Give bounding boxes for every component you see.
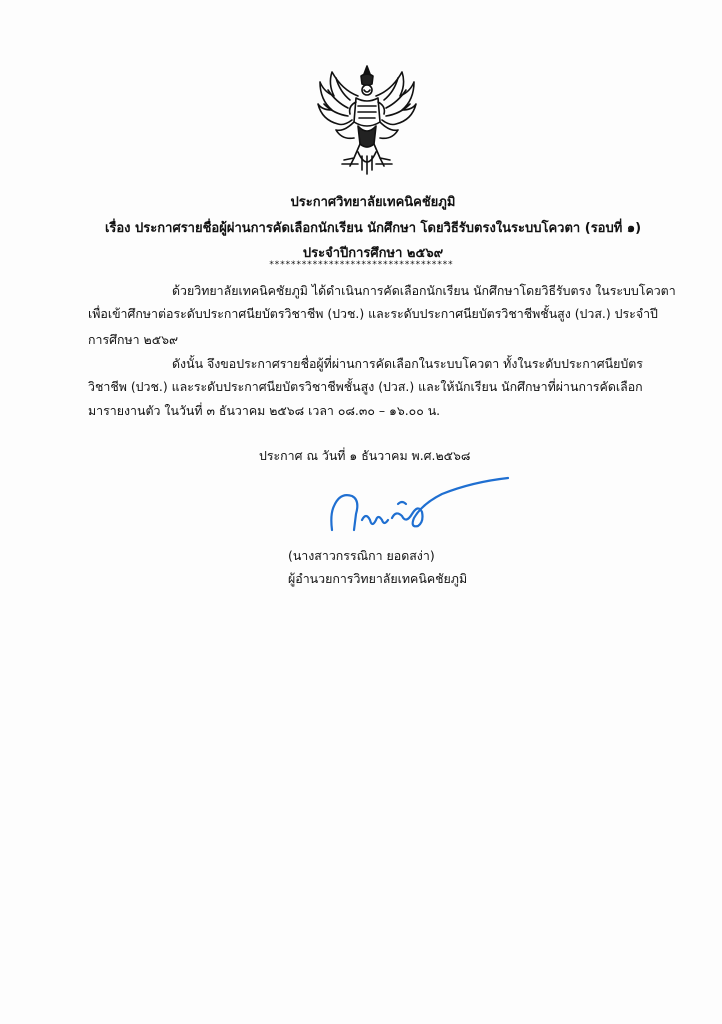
separator-stars: ********************************** (268, 260, 454, 270)
handwritten-signature (322, 474, 512, 538)
paragraph-2-line-3: มารายงานตัว ในวันที่ ๓ ธันวาคม ๒๕๖๘ เวลา ๐๘.๓๐ – ๑๖.๐๐ น. (88, 403, 441, 418)
signatory-position: ผู้อำนวยการวิทยาลัยเทคนิคชัยภูมิ (288, 571, 468, 586)
paragraph-1-line-1: ด้วยวิทยาลัยเทคนิคชัยภูมิ ได้ดำเนินการคัดเลือกนักเรียน นักศึกษาโดยวิธีรับตรง ในระบบโควตา (172, 283, 676, 298)
signatory-name: (นางสาวกรรณิกา ยอดสง่า) (288, 548, 435, 563)
announcement-subject: เรื่อง ประกาศรายชื่อผู้ผ่านการคัดเลือกนักเรียน นักศึกษา โดยวิธีรับตรงในระบบโควตา (รอบที่ ๑) (104, 221, 642, 236)
announcement-title: ประกาศวิทยาลัยเทคนิคชัยภูมิ (290, 195, 456, 210)
paragraph-1-line-3: การศึกษา ๒๕๖๙ (88, 332, 179, 347)
paragraph-1-line-2: เพื่อเข้าศึกษาต่อระดับประกาศนียบัตรวิชาชีพ (ปวช.) และระดับประกาศนียบัตรวิชาชีพชั้นสูง (ปวส.) ประจำปี (88, 306, 658, 321)
paragraph-2-line-2: วิชาชีพ (ปวช.) และระดับประกาศนียบัตรวิชาชีพชั้นสูง (ปวส.) และให้นักเรียน นักศึกษาที่ผ่านการคัดเลือก (88, 379, 643, 394)
paragraph-2-line-1: ดังนั้น จึงขอประกาศรายชื่อผู้ที่ผ่านการคัดเลือกในระบบโควตา ทั้งในระดับประกาศนียบัตร (172, 356, 643, 371)
garuda-emblem-icon (314, 60, 420, 180)
academic-year: ประจำปีการศึกษา ๒๕๖๙ (302, 246, 444, 261)
announcement-date: ประกาศ ณ วันที่ ๑ ธันวาคม พ.ศ.๒๕๖๘ (259, 448, 471, 463)
